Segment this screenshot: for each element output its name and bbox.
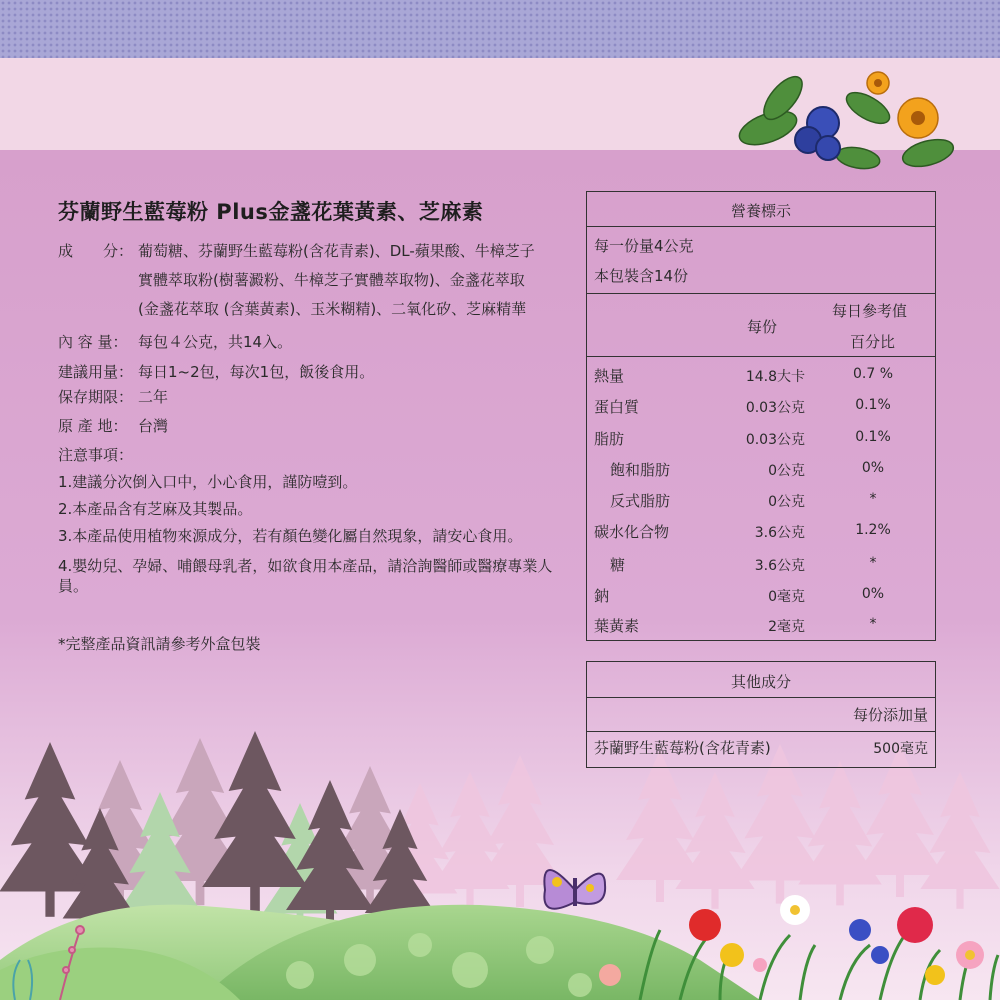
nutrient-amount: 2毫克 — [768, 619, 805, 635]
nutrient-amount: 14.8大卡 — [745, 369, 805, 385]
nutrient-amount: 0公克 — [768, 494, 805, 510]
ingredients-row — [58, 240, 535, 261]
serving-size: 每一份量4公克 — [594, 237, 694, 255]
divider — [587, 697, 935, 698]
col-per-serving: 每份 — [747, 318, 778, 336]
nutrient-name: 熱量 — [594, 367, 625, 385]
info-row-usage — [58, 361, 374, 382]
nutrition-table — [586, 191, 936, 641]
col-amount-per-serving: 每份添加量 — [852, 706, 928, 724]
nutrient-pct: 0% — [861, 460, 885, 476]
col-daily-value: 每日參考值 — [832, 302, 908, 320]
nutrition-title: 營養標示 — [730, 202, 791, 220]
nutrient-amount: 0.03公克 — [745, 432, 805, 448]
nutrient-name: 糖 — [610, 556, 626, 574]
footnote: *完整產品資訊請參考外盒包裝 — [58, 635, 261, 653]
other-ingredients-title: 其他成分 — [730, 673, 791, 691]
note-item: 2.本產品含有芝麻及其製品。 — [58, 500, 253, 518]
nutrient-pct: 0.1% — [855, 397, 891, 413]
info-label: 內 容 量： — [58, 333, 128, 351]
info-value: 台灣 — [138, 417, 169, 435]
nutrient-amount: 0公克 — [768, 463, 805, 479]
info-label: 保存期限： — [58, 388, 134, 406]
nutrient-amount: 3.6公克 — [754, 525, 805, 541]
info-row-contents — [58, 331, 292, 352]
other-ingredient-amount: 500毫克 — [873, 741, 928, 757]
divider — [587, 731, 935, 732]
col-daily-value-pct: 百分比 — [850, 333, 896, 351]
info-value: 二年 — [138, 388, 169, 406]
other-ingredient-name: 芬蘭野生藍莓粉(含花青素) — [594, 739, 771, 757]
nutrient-name: 葉黃素 — [594, 617, 640, 635]
nutrient-name: 脂肪 — [594, 430, 625, 448]
divider — [587, 293, 935, 294]
nutrient-name: 蛋白質 — [594, 398, 640, 416]
info-row-notes-heading — [58, 444, 138, 465]
nutrient-amount: 3.6公克 — [754, 558, 805, 574]
ingredients-line: 葡萄糖、芬蘭野生藍莓粉(含花青素)、DL-蘋果酸、牛樟芝子 — [138, 242, 535, 260]
note-item: 3.本產品使用植物來源成分，若有顏色變化屬自然現象，請安心食用。 — [58, 527, 523, 545]
info-label: 原 產 地： — [58, 417, 128, 435]
ingredients-label: 成 分： — [58, 242, 134, 260]
nutrient-amount: 0.03公克 — [745, 400, 805, 416]
servings-per-package: 本包裝含14份 — [594, 267, 689, 285]
nutrient-pct: * — [869, 491, 877, 507]
nutrient-pct: * — [869, 555, 877, 571]
nutrient-pct: 0.1% — [855, 429, 891, 445]
nutrient-name: 碳水化合物 — [594, 523, 670, 541]
info-label: 注意事項： — [58, 446, 134, 464]
nutrient-pct: 0.7 % — [852, 366, 894, 382]
divider — [587, 356, 935, 357]
nutrient-name: 反式脂肪 — [610, 492, 671, 510]
divider — [587, 226, 935, 227]
nutrient-amount: 0毫克 — [768, 589, 805, 605]
nutrient-pct: * — [869, 616, 877, 632]
info-value: 每包４公克，共14入。 — [138, 333, 293, 351]
info-row-shelf-life — [58, 386, 168, 407]
nutrient-pct: 1.2% — [855, 522, 891, 538]
nutrient-pct: 0% — [861, 586, 885, 602]
ingredients-line: 實體萃取粉(樹薯澱粉、牛樟芝子實體萃取物)、金盞花萃取 — [138, 271, 525, 289]
other-ingredients-table — [586, 661, 936, 768]
nutrient-name: 飽和脂肪 — [610, 461, 671, 479]
product-title: 芬蘭野生藍莓粉 Plus金盞花葉黃素、芝麻素 — [58, 200, 484, 224]
info-row-origin — [58, 415, 168, 436]
note-item: 1.建議分次倒入口中，小心食用，謹防噎到。 — [58, 473, 358, 491]
nutrient-name: 鈉 — [594, 587, 610, 605]
note-item: 4.嬰幼兒、孕婦、哺餵母乳者，如欲食用本產品，請洽詢醫師或醫療專業人員。 — [58, 557, 553, 595]
ingredients-line: (金盞花萃取 (含葉黃素)、玉米糊精)、二氧化矽、芝麻精華 — [138, 300, 527, 318]
info-label: 建議用量： — [58, 363, 134, 381]
info-value: 每日1~2包，每次1包，飯後食用。 — [138, 363, 375, 381]
